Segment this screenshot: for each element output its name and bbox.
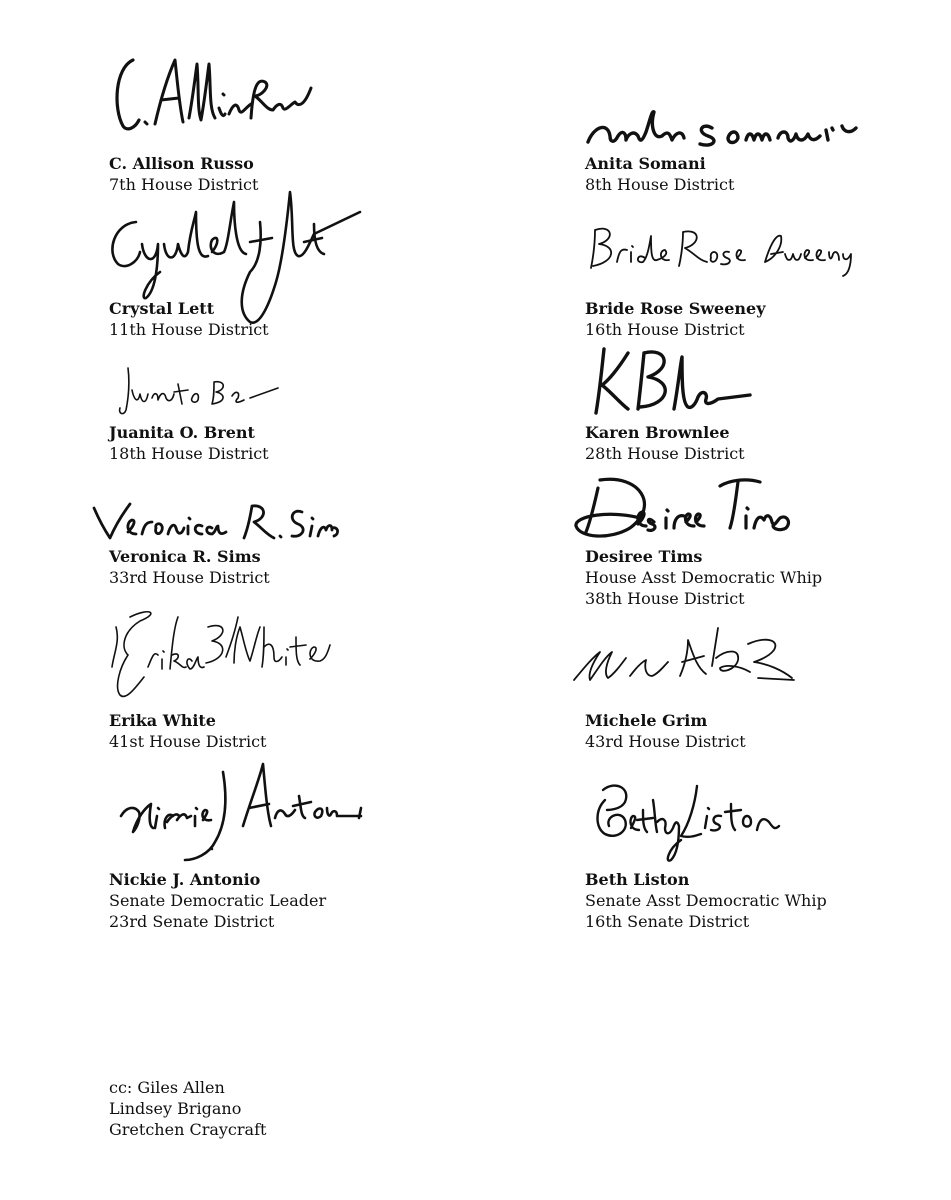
signatory-title: 16th House District [585,320,745,339]
signatory-block-tims [585,546,822,609]
signature-bride-rose-sweeney [585,218,855,278]
signatory-block-russo [109,153,258,195]
signature-juanita-o-brent [110,360,290,425]
signatory-title: 43rd House District [585,732,746,751]
signatory-title: Senate Asst Democratic Whip [585,891,827,910]
signatory-title: 8th House District [585,175,735,194]
signatory-name: Michele Grim [585,711,708,730]
signatory-name: C. Allison Russo [109,154,254,173]
signatory-title: 11th House District [109,320,269,339]
signature-desiree-tims [570,466,810,546]
signatory-title: 28th House District [585,444,745,463]
signatory-name: Nickie J. Antonio [109,870,261,889]
signatory-name: Karen Brownlee [585,423,730,442]
cc-first-line: cc: Giles Allen [109,1078,225,1097]
signatory-block-brownlee [585,422,745,464]
signatory-block-sims [109,546,270,588]
signature-veronica-r-sims [88,498,333,546]
signatory-title: 33rd House District [109,568,270,587]
signatory-district: 16th Senate District [585,912,750,931]
signatory-title: House Asst Democratic Whip [585,568,823,587]
signatory-block-sweeney [585,298,766,340]
signature-erika-white [100,597,335,705]
signatory-block-liston [585,869,827,932]
signatory-block-lett [109,298,269,340]
signatory-block-grim [585,710,746,752]
cc-list [109,1077,266,1140]
signature-anita-somani [580,100,890,155]
signatory-name: Anita Somani [585,154,706,173]
signatory-title: 18th House District [109,444,269,463]
signatory-block-white [109,710,266,752]
signatory-title: 41st House District [109,732,267,751]
signatory-name: Veronica R. Sims [109,547,261,566]
signatory-block-brent [109,422,269,464]
signatory-name: Beth Liston [585,870,690,889]
signatory-district: 23rd Senate District [109,912,275,931]
signatory-block-antonio [109,869,326,932]
cc-recipient: Lindsey Brigano [109,1099,242,1118]
signature-michele-grim [570,618,810,690]
signatory-name: Juanita O. Brent [109,423,255,442]
signature-nickie-j-antonio [115,756,365,866]
signatory-title: Senate Democratic Leader [109,891,327,910]
signatory-name: Desiree Tims [585,547,703,566]
signature-karen-brownlee [588,343,758,423]
signatory-district: 38th House District [585,589,745,608]
signatory-block-somani [585,153,734,195]
signatory-title: 7th House District [109,175,259,194]
signature-c-allison-russo [105,48,320,138]
signatory-name: Bride Rose Sweeney [585,299,766,318]
signature-beth-liston [585,770,780,865]
signatory-name: Crystal Lett [109,299,215,318]
signatory-name: Erika White [109,711,216,730]
cc-recipient: Gretchen Craycraft [109,1120,267,1139]
